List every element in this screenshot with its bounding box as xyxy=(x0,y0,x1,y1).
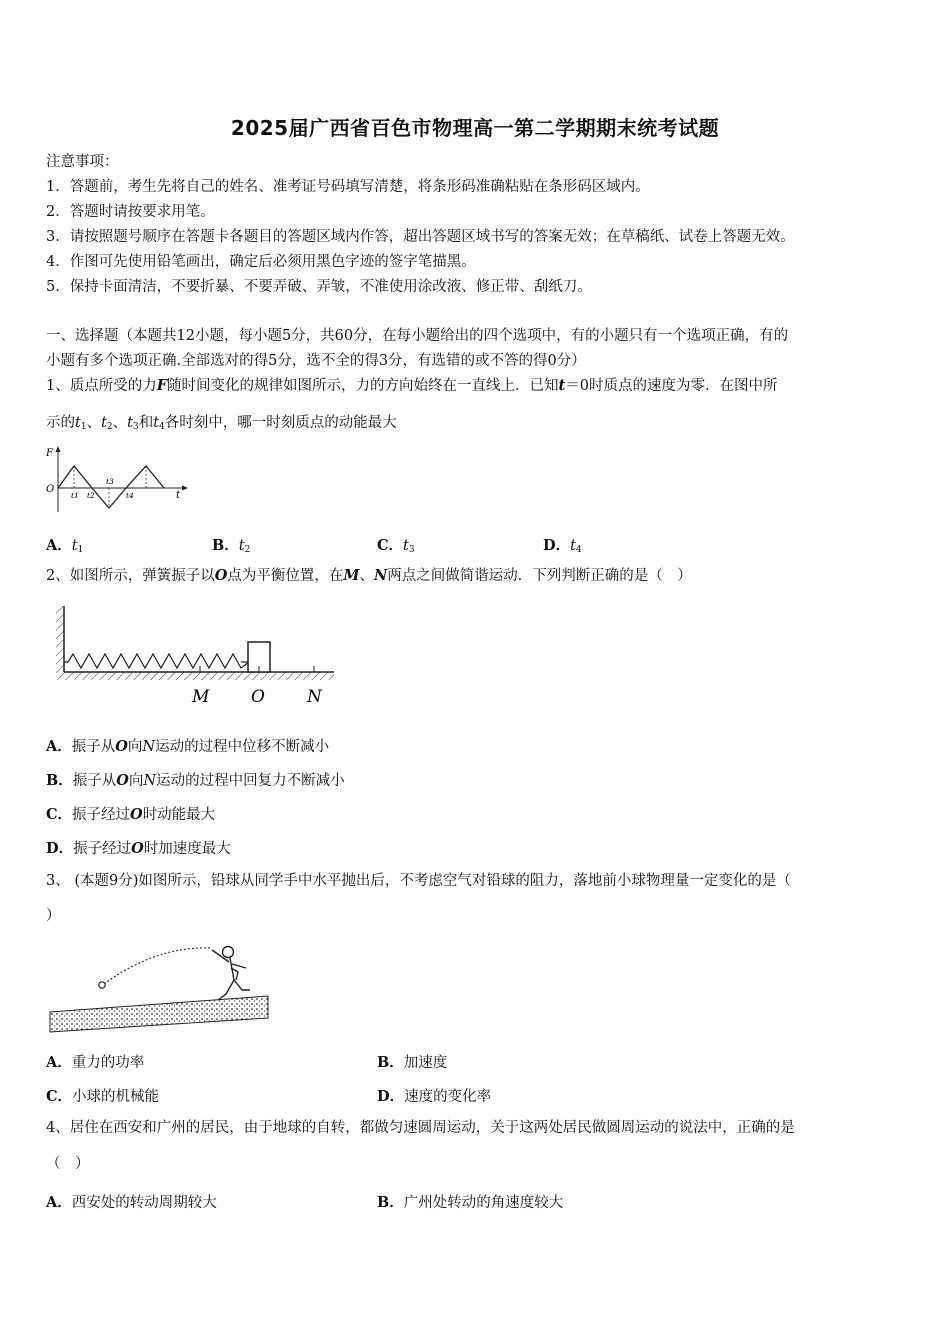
note-item: 2．答题时请按要求用笔。 xyxy=(46,204,215,220)
q2-spring-oscillator-figure xyxy=(48,604,348,708)
q2-label-O: O xyxy=(251,687,265,707)
q1-option-d[interactable]: D．$t_4$ xyxy=(543,537,582,555)
note-item: 4．作图可先使用铅笔画出，确定后必须用黑色字迹的签字笔描黑。 xyxy=(46,254,476,270)
q3-trajectory xyxy=(104,948,211,984)
q1-option-b[interactable]: B．$t_2$ xyxy=(212,537,251,555)
notes-heading: 注意事项： xyxy=(46,154,119,170)
q2-option-d[interactable]: D．振子经过O时加速度最大 xyxy=(46,840,231,857)
q1-graph-t2-label: t2 xyxy=(87,491,95,500)
q4-stem-line-2: （ ） xyxy=(46,1156,90,1172)
q2-option-a[interactable]: A．振子从O向N运动的过程中位移不断减小 xyxy=(46,738,330,755)
note-item: 3．请按照题号顺序在答题卡各题目的答题区域内作答，超出答题区域书写的答案无效；在草稿纸、试卷上答题无效。 xyxy=(46,229,795,245)
q1-stem-line-1: 1、质点所受的力F随时间变化的规律如图所示，力的方向始终在一直线上．已知t＝0时质点的速度为零．在图中所 xyxy=(46,377,778,394)
q3-athlete xyxy=(212,947,250,1001)
q1-option-a[interactable]: A．$t_1$ xyxy=(46,537,84,555)
q3-stem-line-1: 3、 (本题9分)如图所示，铅球从同学手中水平抛出后，不考虑空气对铅球的阻力，落地前小球物理量一定变化的是（ xyxy=(46,873,791,889)
q3-option-a[interactable]: A．重力的功率 xyxy=(46,1054,145,1071)
q4-option-b[interactable]: B．广州处转动的角速度较大 xyxy=(377,1194,564,1211)
q2-label-N: N xyxy=(307,687,322,707)
q1-graph-O-label: O xyxy=(46,484,55,495)
q1-graph-t4-label: t4 xyxy=(126,491,134,500)
q3-shot-put-figure xyxy=(46,938,276,1034)
q3-shot-ball xyxy=(99,982,105,988)
q4-option-a[interactable]: A．西安处的转动周期较大 xyxy=(46,1194,217,1211)
q2-label-M: M xyxy=(192,687,210,707)
q1-graph-t-label: t xyxy=(176,490,181,501)
section-line-2: 小题有多个选项正确.全部选对的得5分，选不全的得3分，有选错的或不答的得0分） xyxy=(46,353,586,369)
q2-option-c[interactable]: C．振子经过O时动能最大 xyxy=(46,806,216,823)
q2-spring xyxy=(64,654,249,668)
q1-force-time-graph xyxy=(42,444,192,516)
q1-graph-x-arrow xyxy=(182,486,188,491)
note-item: 1．答题前，考生先将自己的姓名、准考证号码填写清楚，将条形码准确粘贴在条形码区域内。 xyxy=(46,179,650,195)
q1-graph-t1-label: t1 xyxy=(71,491,79,500)
q2-floor xyxy=(56,672,334,680)
page-title: 2025届广西省百色市物理高一第二学期期末统考试题 xyxy=(230,116,720,140)
note-item: 5．保持卡面清洁，不要折暴、不要弄破、弄皱，不准使用涂改液、修正带、刮纸刀。 xyxy=(46,279,592,295)
q2-option-b[interactable]: B．振子从O向N运动的过程中回复力不断减小 xyxy=(46,772,345,789)
q3-option-b[interactable]: B．加速度 xyxy=(377,1054,448,1071)
q1-graph-t3-label: t3 xyxy=(106,477,114,486)
q1-graph-F-label: F xyxy=(46,448,53,459)
q1-graph-y-arrow xyxy=(56,446,61,452)
q1-option-c[interactable]: C．$t_3$ xyxy=(377,537,415,555)
q3-ground xyxy=(50,996,268,1032)
q3-option-c[interactable]: C．小球的机械能 xyxy=(46,1088,160,1105)
q1-stem-line-2: 示的$t_1$、$t_2$、$t_3$和$t_4$各时刻中，哪一时刻质点的动能最大 xyxy=(46,415,397,432)
q2-wall xyxy=(56,606,64,672)
q2-stem: 2、如图所示，弹簧振子以O点为平衡位置，在M、N两点之间做简谐运动．下列判断正确的是（ ） xyxy=(46,567,692,584)
q3-option-d[interactable]: D．速度的变化率 xyxy=(377,1088,492,1105)
q3-stem-line-2: ） xyxy=(46,908,61,924)
section-line-1: 一、选择题（本题共12小题，每小题5分，共60分，在每小题给出的四个选项中，有的小题只有一个选项正确，有的 xyxy=(46,328,789,344)
q4-stem-line-1: 4、居住在西安和广州的居民，由于地球的自转，都做匀速圆周运动，关于这两处居民做圆周运动的说法中，正确的是 xyxy=(46,1120,795,1136)
